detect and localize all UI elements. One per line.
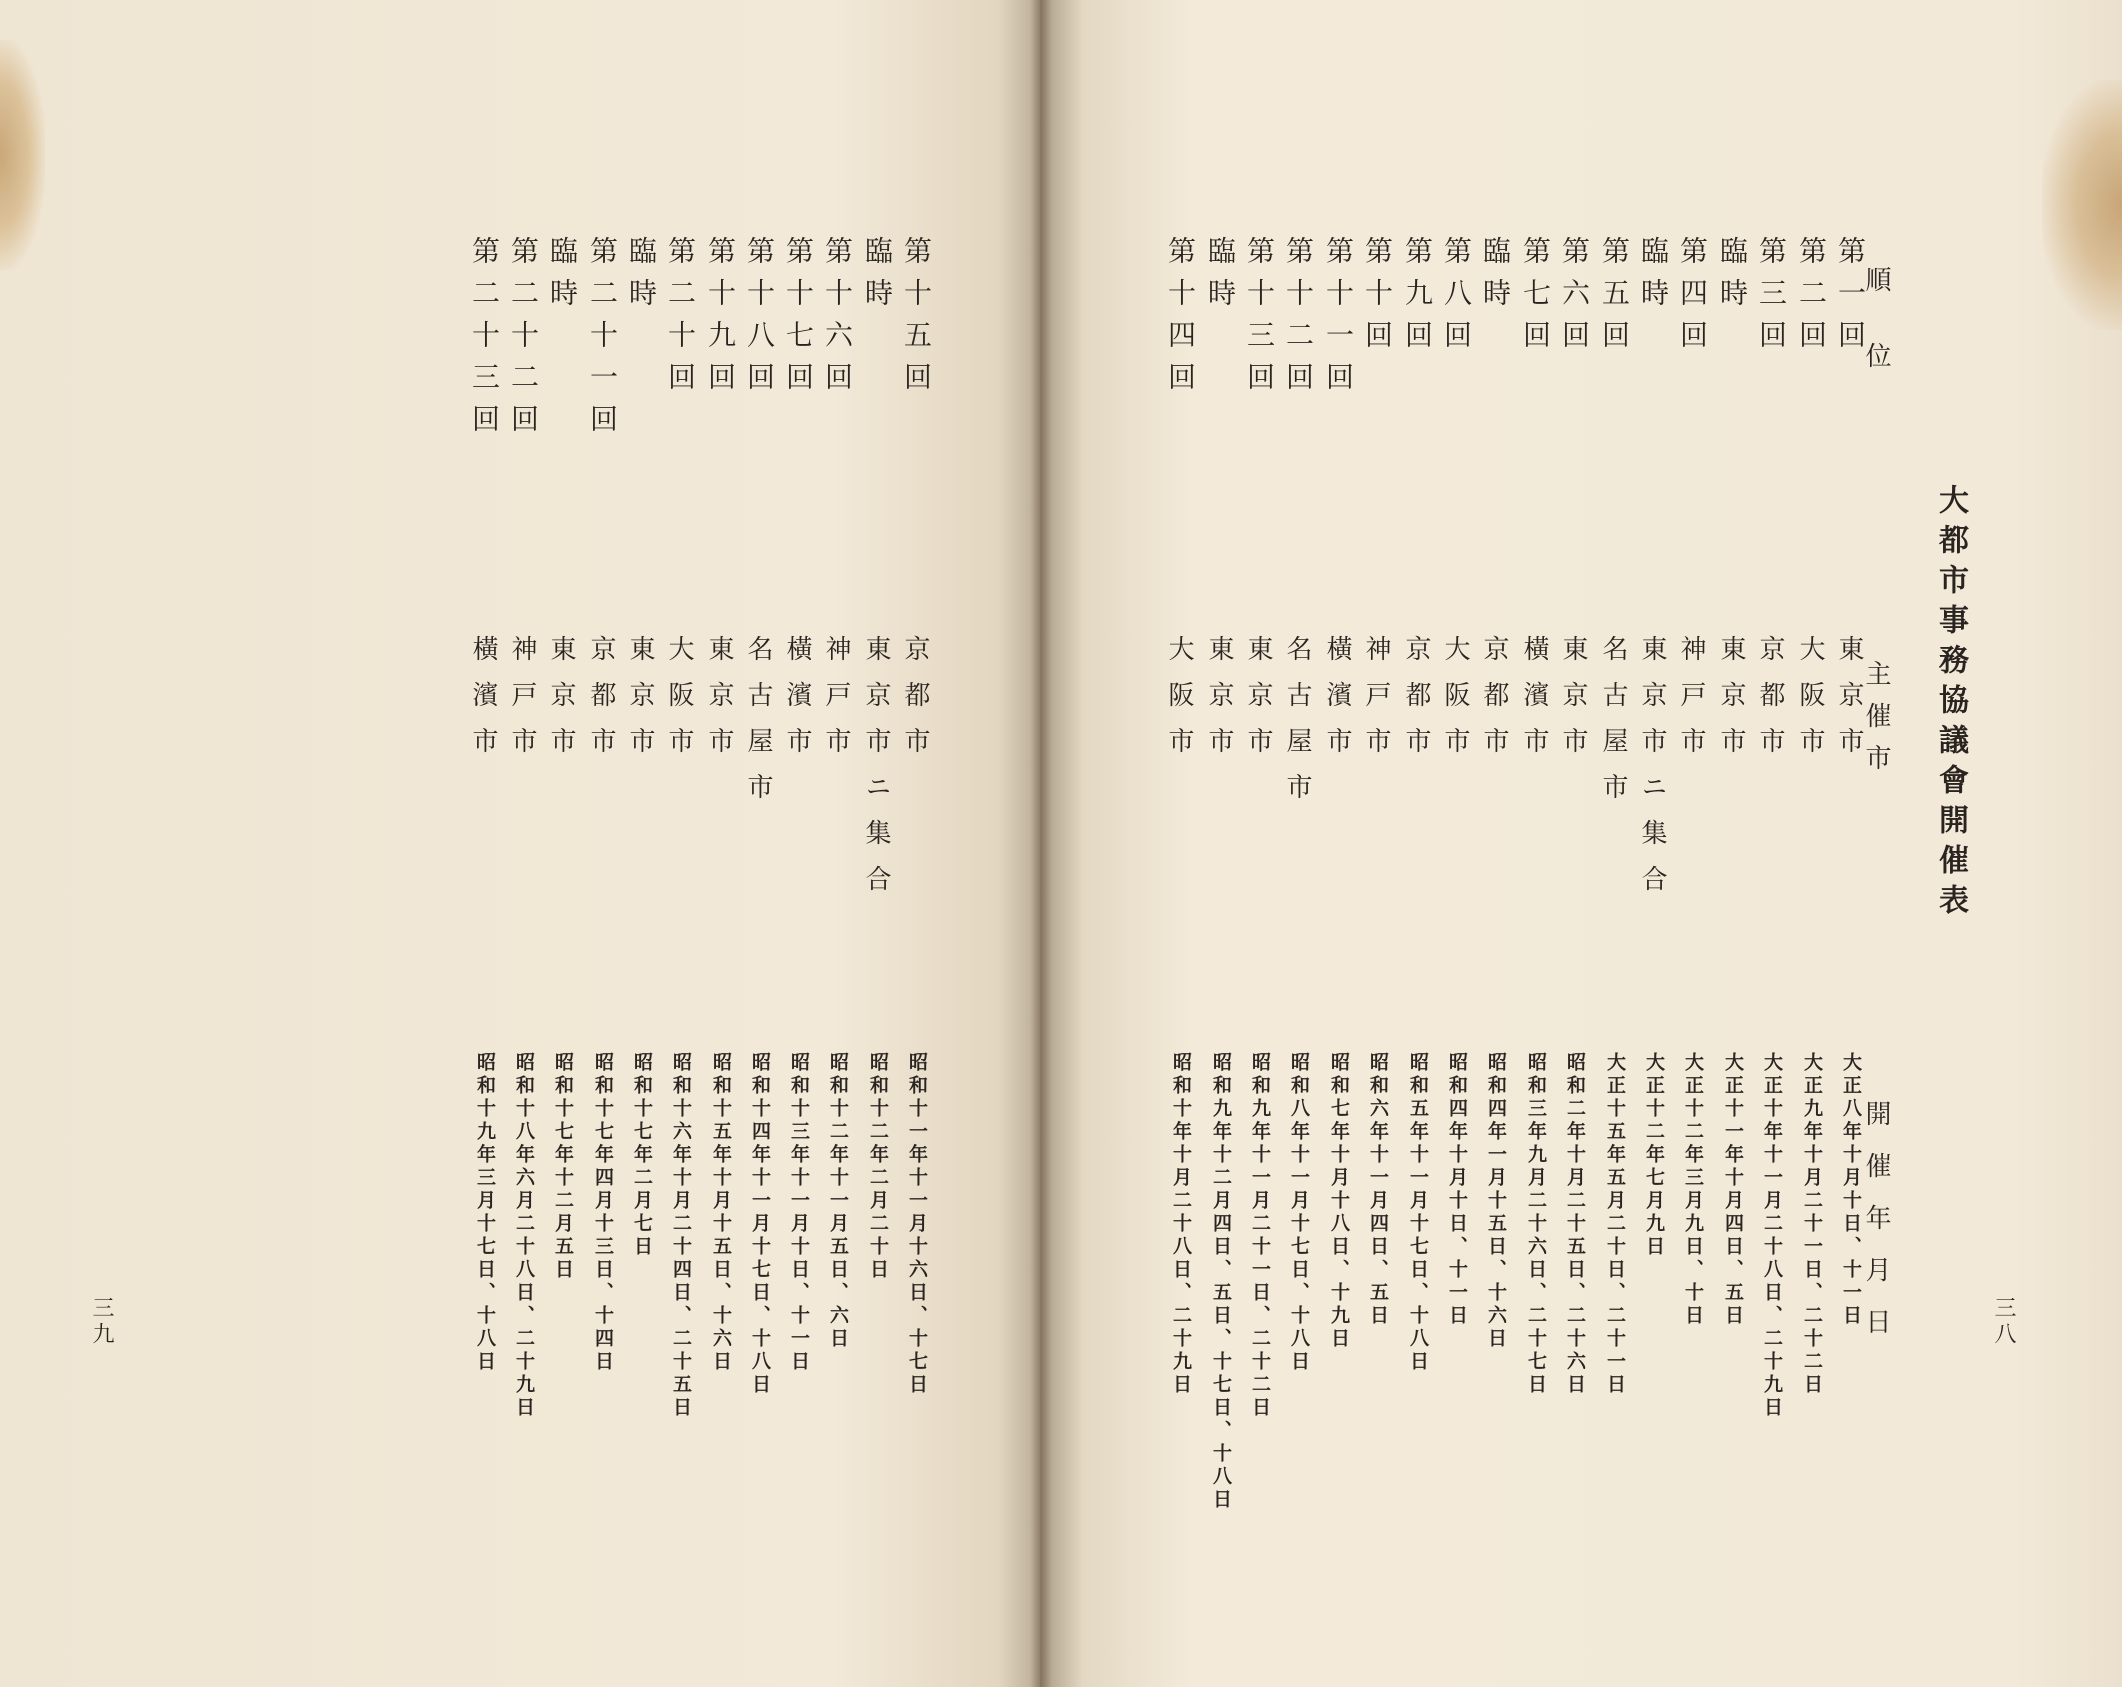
row-date: 昭和四年一月十五日、十六日 (1485, 1052, 1507, 1351)
row-city: 京都市 (1401, 635, 1431, 773)
row-date: 昭和十一年十一月十六日、十七日 (906, 1052, 928, 1397)
row-date: 大正十二年七月九日 (1643, 1052, 1665, 1259)
row-city: 東京市 (1243, 635, 1273, 773)
row-order: 臨時 (625, 236, 658, 320)
row-city: 東京市 (704, 635, 734, 773)
row-city: 大阪市 (1440, 635, 1470, 773)
row-date: 大正十五年五月二十日、二十一日 (1604, 1052, 1626, 1397)
row-city: 京都市 (900, 635, 930, 773)
row-order: 第三回 (1755, 236, 1788, 362)
row-order: 臨時 (861, 236, 894, 320)
row-date: 大正十二年三月九日、十日 (1682, 1052, 1704, 1328)
row-city: 大阪市 (664, 635, 694, 773)
row-city: 橫濱市 (782, 635, 812, 773)
page-stain (2042, 80, 2122, 330)
row-order: 第二十回 (664, 236, 697, 404)
row-order: 第十六回 (821, 236, 854, 404)
header-city: 主催市 (1861, 660, 1891, 786)
row-order: 第十八回 (743, 236, 776, 404)
row-order: 第七回 (1519, 236, 1552, 362)
header-date: 開催年月日 (1861, 1100, 1891, 1360)
row-date: 昭和六年十一月四日、五日 (1367, 1052, 1389, 1328)
table-title: 大都市事務協議會開催表 (1933, 484, 1968, 924)
row-date: 昭和十五年十月十五日、十六日 (710, 1052, 732, 1374)
row-order: 第六回 (1558, 236, 1591, 362)
row-city: 大阪市 (1164, 635, 1194, 773)
page-number-left: 三九 (89, 1296, 114, 1348)
row-order: 第十七回 (782, 236, 815, 404)
row-date: 昭和十年十月二十八日、二十九日 (1170, 1052, 1192, 1397)
row-city: 東京市 (1716, 635, 1746, 773)
row-date: 昭和十二年十一月五日、六日 (827, 1052, 849, 1351)
row-date: 大正九年十月二十一日、二十二日 (1801, 1052, 1823, 1397)
row-city: 神戸市 (1361, 635, 1391, 773)
row-order: 第二十三回 (468, 236, 501, 446)
row-date: 昭和九年十二月四日、五日、十七日、十八日 (1210, 1052, 1232, 1512)
row-city: 京都市 (1479, 635, 1509, 773)
row-city: 橫濱市 (1322, 635, 1352, 773)
row-city: 京都市 (586, 635, 616, 773)
row-date: 昭和九年十一月二十一日、二十二日 (1249, 1052, 1271, 1420)
row-city: 東京市 (1204, 635, 1234, 773)
row-city: 東京市 (1834, 635, 1864, 773)
book-gutter (1030, 0, 1052, 1687)
row-date: 昭和十八年六月二十八日、二十九日 (513, 1052, 535, 1420)
row-order: 第十九回 (704, 236, 737, 404)
row-city: 東京市ニ集合 (1637, 635, 1667, 911)
page-number-right: 三八 (1991, 1296, 2016, 1348)
row-date: 昭和三年九月二十六日、二十七日 (1525, 1052, 1547, 1397)
row-date: 大正十年十一月二十八日、二十九日 (1761, 1052, 1783, 1420)
row-city: 神戸市 (821, 635, 851, 773)
row-order: 第十二回 (1282, 236, 1315, 404)
row-order: 臨時 (1204, 236, 1237, 320)
row-date: 昭和十四年十一月十七日、十八日 (749, 1052, 771, 1397)
row-order: 第十回 (1361, 236, 1394, 362)
row-order: 第八回 (1440, 236, 1473, 362)
row-order: 第四回 (1676, 236, 1709, 362)
row-city: 名古屋市 (1282, 635, 1312, 819)
row-order: 第十三回 (1243, 236, 1276, 404)
row-order: 臨時 (1637, 236, 1670, 320)
row-date: 昭和五年十一月十七日、十八日 (1407, 1052, 1429, 1374)
row-city: 東京市ニ集合 (861, 635, 891, 911)
row-order: 第十一回 (1322, 236, 1355, 404)
row-order: 第二十二回 (507, 236, 540, 446)
row-order: 第五回 (1598, 236, 1631, 362)
row-city: 神戸市 (1676, 635, 1706, 773)
row-city: 東京市 (625, 635, 655, 773)
row-city: 橫濱市 (468, 635, 498, 773)
row-order: 臨時 (1716, 236, 1749, 320)
row-date: 昭和十六年十月二十四日、二十五日 (670, 1052, 692, 1420)
row-order: 第九回 (1401, 236, 1434, 362)
row-order: 第二十一回 (586, 236, 619, 446)
row-date: 昭和十九年三月十七日、十八日 (474, 1052, 496, 1374)
row-date: 大正八年十月十日、十一日 (1840, 1052, 1862, 1328)
row-date: 大正十一年十月四日、五日 (1722, 1052, 1744, 1328)
row-city: 京都市 (1755, 635, 1785, 773)
row-date: 昭和四年十月十日、十一日 (1446, 1052, 1468, 1328)
row-date: 昭和十二年二月二十日 (867, 1052, 889, 1282)
row-city: 神戸市 (507, 635, 537, 773)
row-order: 第二回 (1795, 236, 1828, 362)
row-city: 名古屋市 (1598, 635, 1628, 819)
row-city: 大阪市 (1795, 635, 1825, 773)
row-order: 臨時 (546, 236, 579, 320)
row-order: 第十四回 (1164, 236, 1197, 404)
row-date: 昭和十三年十一月十日、十一日 (788, 1052, 810, 1374)
row-date: 昭和二年十月二十五日、二十六日 (1564, 1052, 1586, 1397)
row-date: 昭和十七年十二月五日 (552, 1052, 574, 1282)
row-date: 昭和八年十一月十七日、十八日 (1288, 1052, 1310, 1374)
row-city: 東京市 (546, 635, 576, 773)
row-city: 東京市 (1558, 635, 1588, 773)
row-date: 昭和七年十月十八日、十九日 (1328, 1052, 1350, 1351)
row-date: 昭和十七年四月十三日、十四日 (592, 1052, 614, 1374)
row-city: 名古屋市 (743, 635, 773, 819)
row-order: 臨時 (1479, 236, 1512, 320)
row-order: 第一回 (1834, 236, 1867, 362)
page-stain (0, 40, 45, 270)
row-city: 橫濱市 (1519, 635, 1549, 773)
header-order: 順位 (1861, 266, 1891, 418)
row-date: 昭和十七年二月七日 (631, 1052, 653, 1259)
row-order: 第十五回 (900, 236, 933, 404)
